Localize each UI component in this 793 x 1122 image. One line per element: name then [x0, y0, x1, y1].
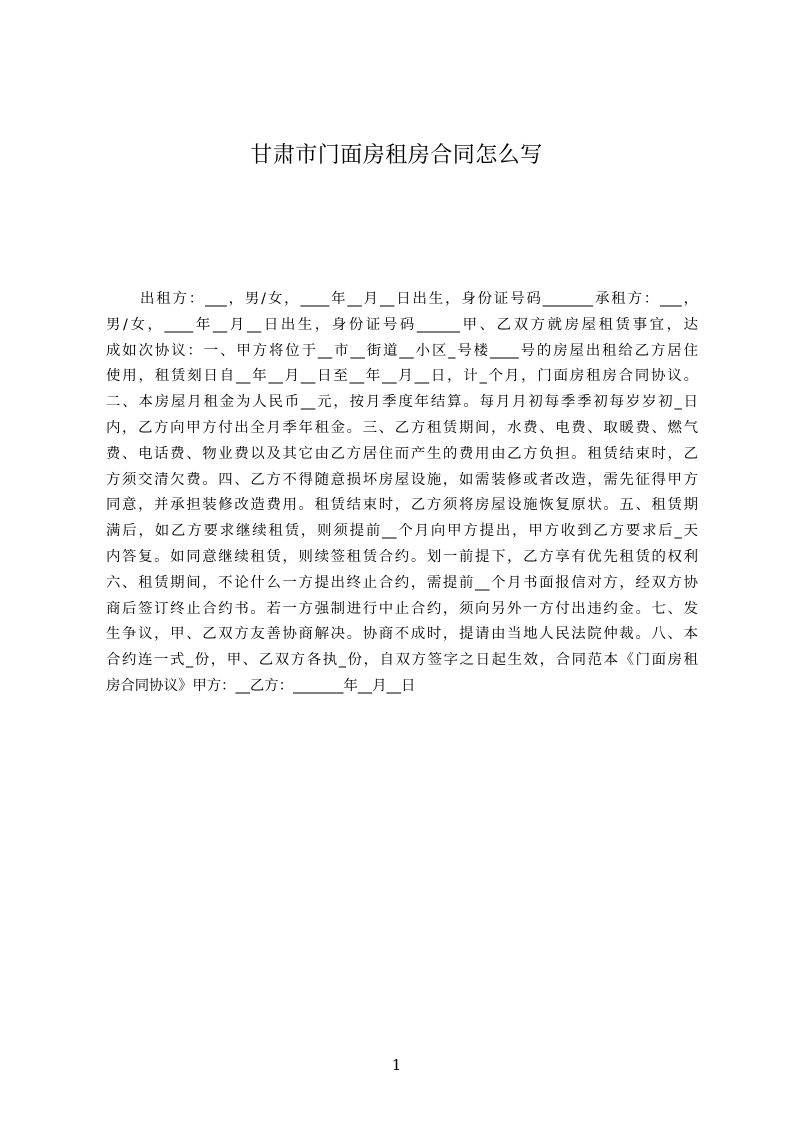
body-line: 二、本房屋月租金为人民币__元，按月季度年结算。每月月初每季季初每岁岁初_日: [106, 394, 698, 411]
body-line: 六、租赁期间，不论什么一方提出终止合约，需提前__个月书面报信对方，经双方协: [106, 574, 698, 591]
page-number: 1: [391, 1056, 402, 1074]
body-line: 出租方：___，男/女，____年__月__日出生，身份证号码_______承租方：___，: [140, 291, 698, 307]
body-line: 合约连一式_份，甲、乙双方各执_份，自双方签字之日起生效，合同范本《门面房租: [106, 652, 698, 669]
document-body: [106, 287, 698, 700]
body-line: 生争议，甲、乙双方友善协商解决。协商不成时，提请由当地人民法院仲裁。八、本: [106, 626, 698, 643]
body-line: 男/女，____年__月__日出生，身份证号码______甲、乙双方就房屋租赁事宜，达: [106, 316, 698, 333]
body-line: 使用，租赁刻日自__年__月__日至__年__月__日，计_个月，门面房租房合同协议。: [106, 368, 698, 385]
body-line: 商后签订终止合约书。若一方强制进行中止合约，须向另外一方付出违约金。七、发: [106, 600, 698, 617]
body-line: 同意，并承担装修改造费用。租赁结束时，乙方须将房屋设施恢复原状。五、租赁期: [106, 497, 698, 514]
body-line: 房合同协议》甲方：__乙方：_______年__月__日: [106, 677, 416, 694]
body-line: 成如次协议：一、甲方将位于__市__街道__小区_号楼____号的房屋出租给乙方居住: [106, 342, 698, 359]
body-line: 内答复。如同意继续租赁，则续签租赁合约。划一前提下，乙方享有优先租赁的权利: [106, 548, 698, 565]
document-title: 甘肃市门面房租房合同怎么写: [250, 143, 543, 168]
body-line: 费、电话费、物业费以及其它由乙方居住而产生的费用由乙方负担。租赁结束时，乙: [106, 445, 698, 462]
body-line: 内，乙方向甲方付出全月季年租金。三、乙方租赁期间，水费、电费、取暖费、燃气: [106, 419, 698, 436]
body-line: 方须交清欠费。四、乙方不得随意损坏房屋设施，如需装修或者改造，需先征得甲方: [106, 471, 698, 488]
body-line: 满后，如乙方要求继续租赁，则须提前__个月向甲方提出，甲方收到乙方要求后_天: [106, 523, 698, 540]
